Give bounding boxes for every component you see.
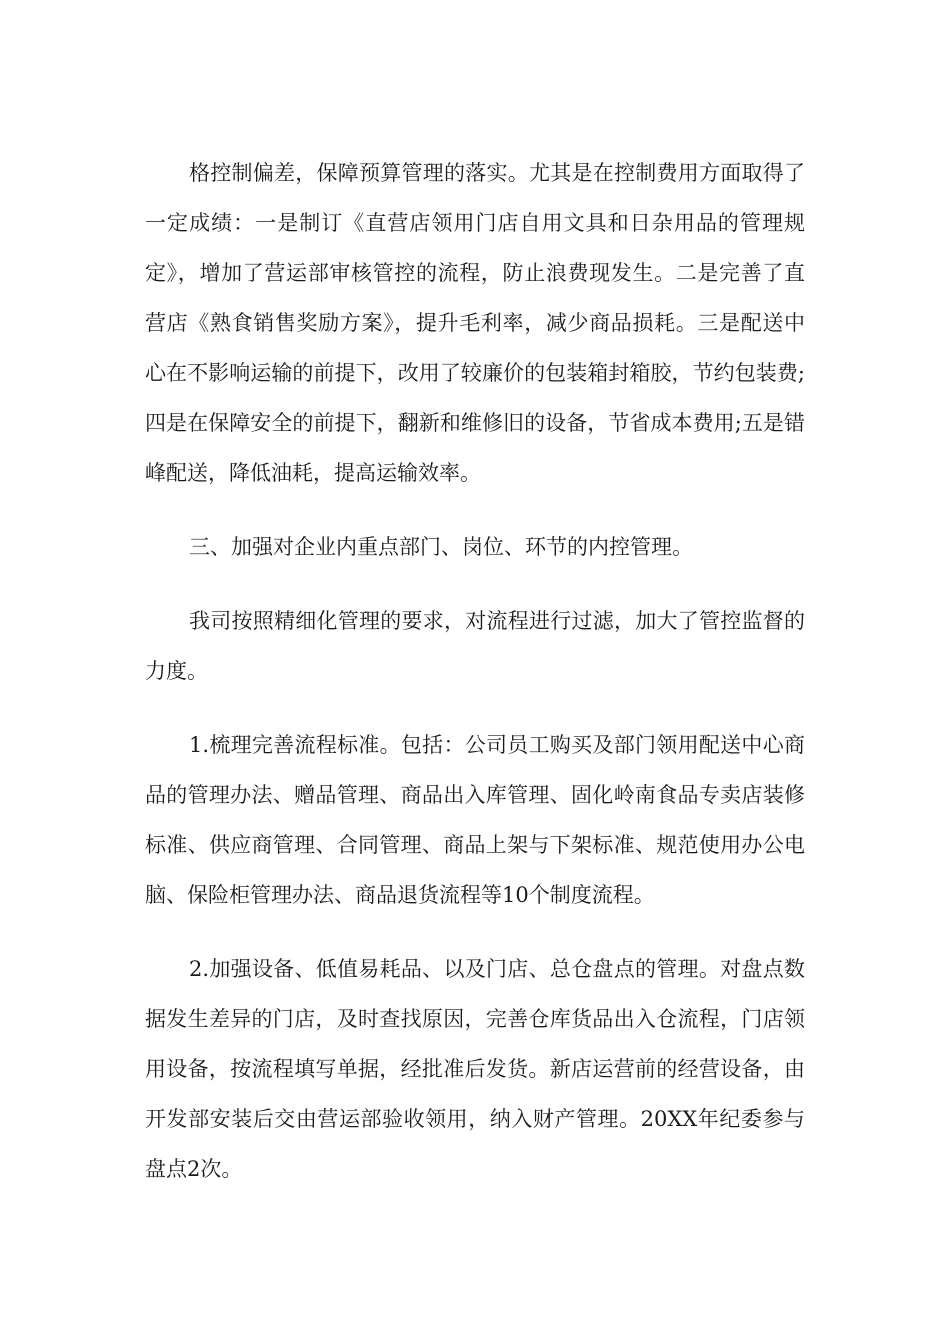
paragraph-gap [145, 572, 805, 596]
paragraph-refined-management: 我司按照精细化管理的要求，对流程进行过滤，加大了管控监督的力度。 [145, 609, 805, 683]
paragraph-process-standards: 1.梳理完善流程标准。包括：公司员工购买及部门领用配送中心商品的管理办法、赠品管理、商品出入库管理、固化岭南食品专卖店装修标准、供应商管理、合同管理、商品上架与下架标准、规范使用办公电脑、保险柜管理办法、商品退货流程等10个制度流程。 [145, 733, 805, 907]
paragraph-gap [145, 498, 805, 522]
paragraph-gap [145, 920, 805, 944]
document-page [145, 148, 805, 1194]
paragraph-gap [145, 696, 805, 720]
paragraph-budget-control: 格控制偏差，保障预算管理的落实。尤其是在控制费用方面取得了一定成绩：一是制订《直营店领用门店自用文具和日杂用品的管理规定》，增加了营运部审核管控的流程，防止浪费现发生。二是完善了直营店《熟食销售奖励方案》，提升毛利率，减少商品损耗。三是配送中心在不影响运输的前提下，改用了较廉价的包装箱封箱胶，节约包装费;四是在保障安全的前提下，翻新和维修旧的设备，节省成本费用;五是错峰配送，降低油耗，提高运输效率。 [145, 161, 805, 485]
paragraph-equipment-inventory: 2.加强设备、低值易耗品、以及门店、总仓盘点的管理。对盘点数据发生差异的门店，及时查找原因，完善仓库货品出入仓流程，门店领用设备，按流程填写单据，经批准后发货。新店运营前的经营设备，由开发部安装后交由营运部验收领用，纳入财产管理。20XX年纪委参与盘点2次。 [145, 957, 805, 1181]
section-heading-internal-control: 三、加强对企业内重点部门、岗位、环节的内控管理。 [189, 535, 693, 559]
